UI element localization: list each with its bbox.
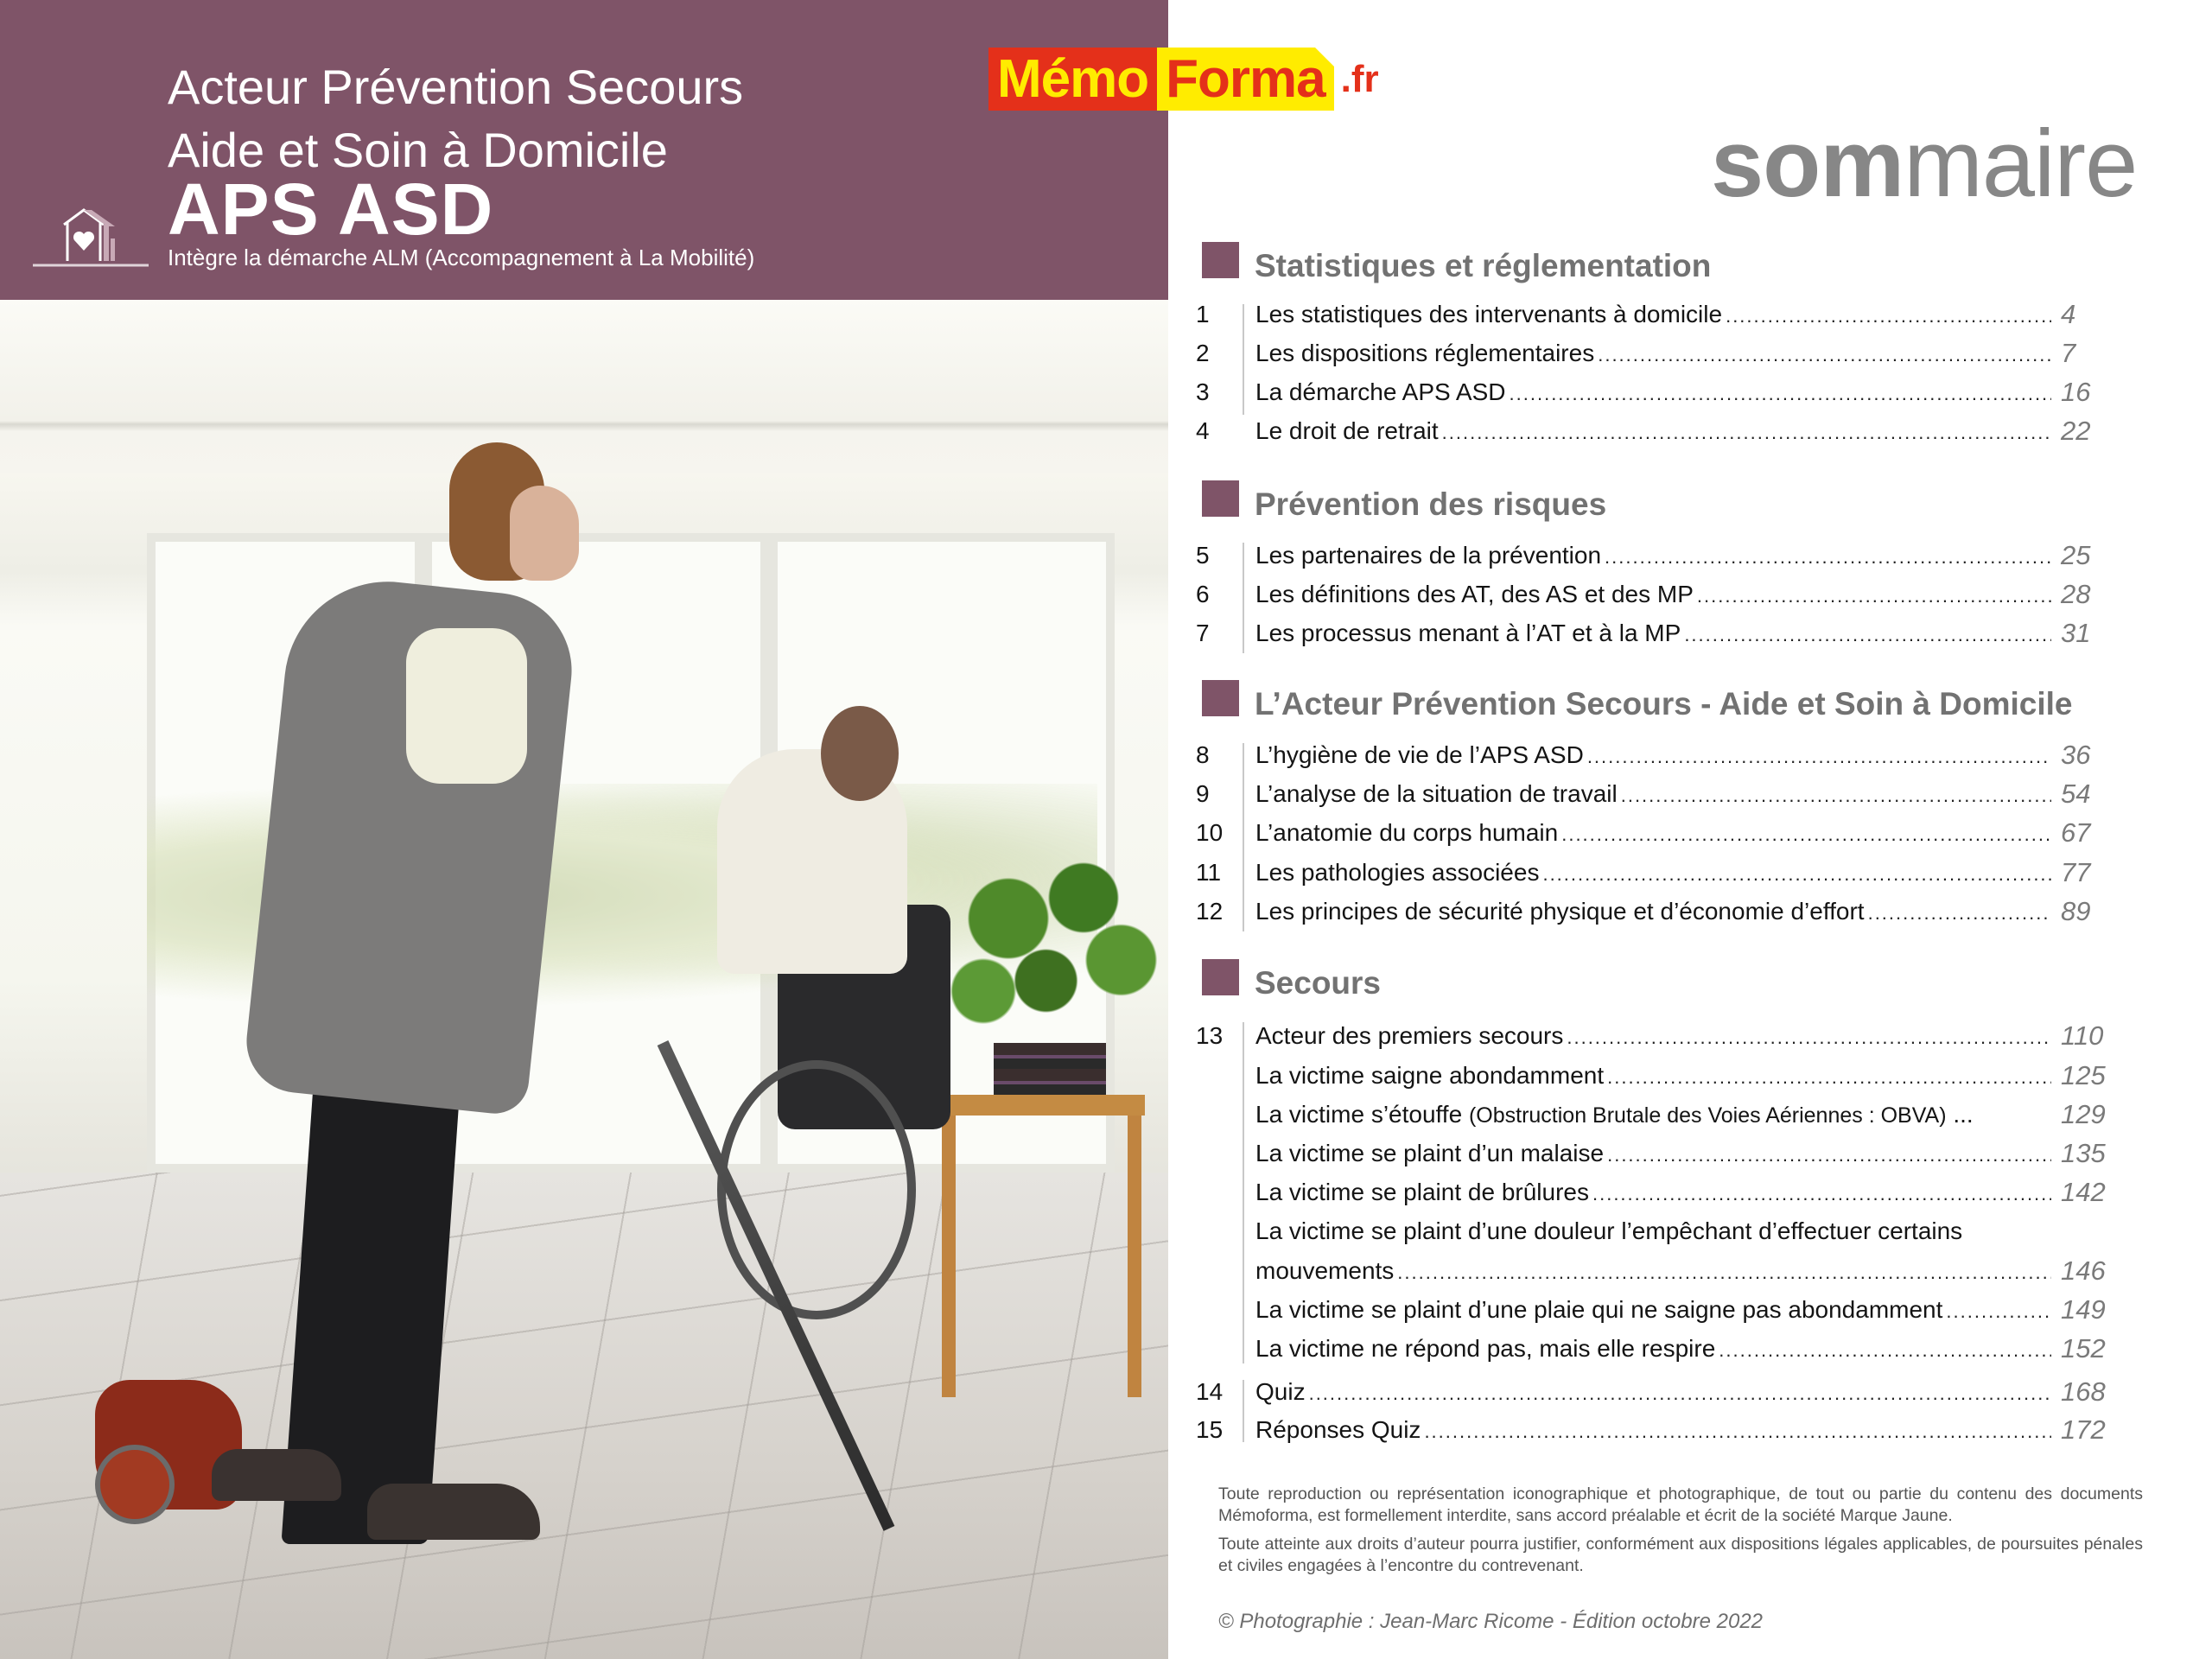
cover-title-line2: Aide et Soin à Domicile (168, 123, 668, 177)
house-heart-icon (31, 207, 152, 268)
dot-leader (1621, 781, 2051, 810)
section-title: Secours (1255, 965, 1382, 1001)
toc-item-label: Les définitions des AT, des AS et des MP (1255, 581, 1694, 607)
toc-item-page: 22 (2061, 416, 2091, 446)
photo-shoe (367, 1484, 540, 1540)
toc-item-page: 7 (2061, 338, 2076, 368)
toc-item[interactable] (1192, 1334, 2108, 1363)
toc-item-number: 5 (1196, 542, 1210, 569)
dot-leader (1719, 1336, 2051, 1365)
toc-item[interactable] (1192, 1295, 2108, 1325)
toc-item-label: Le droit de retrait (1255, 417, 1439, 444)
toc-item[interactable] (1192, 416, 2108, 446)
toc-item-label: Les principes de sécurité physique et d’économie d’effort (1255, 898, 1865, 925)
toc-item[interactable] (1192, 339, 2108, 368)
dot-leader (1309, 1379, 2051, 1408)
toc-item-label: Quiz (1255, 1378, 1306, 1405)
toc-item-page: 142 (2061, 1177, 2106, 1207)
legal-notice-copyright: Toute atteinte aux droits d’auteur pourra justifier, conformément aux dispositions légales applicables, de poursuites pénales et civiles engagées à l’encontre du contrevenant. (1218, 1535, 2143, 1575)
toc-item-page: 25 (2061, 540, 2091, 570)
toc-item-page: 129 (2061, 1099, 2106, 1129)
toc-item-number: 7 (1196, 620, 1210, 646)
toc-item-number: 4 (1196, 417, 1210, 444)
toc-item-number: 12 (1196, 898, 1224, 925)
toc-item-page: 31 (2061, 618, 2091, 648)
toc-item[interactable] (1192, 1178, 2108, 1207)
section-marker (1202, 242, 1239, 278)
toc-item[interactable] (1192, 779, 2108, 809)
toc-item-page: 135 (2061, 1138, 2106, 1168)
toc-item[interactable] (1192, 1061, 2108, 1090)
dot-leader (1442, 418, 2051, 448)
toc-item[interactable] (1192, 818, 2108, 848)
toc-item-page: 168 (2061, 1376, 2106, 1407)
photo-woman-face (510, 486, 579, 581)
logo-domain-suffix: .fr (1340, 58, 1379, 100)
toc-item-label: La victime se plaint d’une plaie qui ne saigne pas abondamment (1255, 1296, 1943, 1323)
cover-header-band (0, 0, 1168, 300)
toc-item-number: 2 (1196, 340, 1210, 366)
photo-table-leg (942, 1112, 956, 1397)
toc-item-page: 125 (2061, 1060, 2106, 1090)
toc-item-label-ellipsis: ... (1946, 1101, 1974, 1128)
toc-item-label: La victime se plaint d’une douleur l’empêchant d’effectuer certains (1255, 1217, 1963, 1244)
toc-item-label: Réponses Quiz (1255, 1416, 1421, 1443)
toc-item-page: 146 (2061, 1255, 2106, 1286)
toc-item-label: Les partenaires de la prévention (1255, 542, 1602, 569)
dot-leader (1510, 379, 2051, 409)
toc-item-page: 54 (2061, 779, 2091, 809)
section-title: L’Acteur Prévention Secours - Aide et Soin à Domicile (1255, 686, 2073, 721)
dot-leader (1542, 860, 2051, 889)
toc-item-label: La démarche APS ASD (1255, 378, 1506, 405)
toc-item-page: 172 (2061, 1414, 2106, 1445)
logo-forma: Forma (1157, 48, 1333, 111)
toc-item[interactable] (1192, 858, 2108, 887)
toc-item[interactable] (1192, 619, 2108, 648)
dot-leader (1726, 302, 2051, 331)
toc-item-label: L’hygiène de vie de l’APS ASD (1255, 741, 1584, 768)
toc-item[interactable] (1192, 1415, 2108, 1445)
photo-table (938, 1095, 1145, 1116)
photo-credit: © Photographie : Jean-Marc Ricome - Édition octobre 2022 (1218, 1610, 1764, 1633)
toc-item-number: 6 (1196, 581, 1210, 607)
photo-plant (933, 836, 1168, 1043)
photo-ceiling (0, 300, 1168, 473)
toc-item-page: 36 (2061, 740, 2091, 770)
dot-leader (1697, 582, 2051, 611)
section-marker (1202, 959, 1239, 995)
toc-item-page: 77 (2061, 857, 2091, 887)
toc-item[interactable] (1192, 541, 2108, 570)
section-title: Statistiques et réglementation (1255, 248, 1712, 283)
dot-leader (1605, 543, 2051, 572)
toc-item-label: mouvements (1255, 1257, 1395, 1284)
toc-item[interactable] (1192, 1217, 2108, 1246)
dot-leader (1561, 820, 2051, 849)
photo-table-leg (1128, 1112, 1141, 1397)
toc-item-label: Acteur des premiers secours (1255, 1022, 1564, 1049)
toc-item-page: 89 (2061, 896, 2091, 926)
toc-item-label: La victime ne répond pas, mais elle respire (1255, 1335, 1716, 1362)
toc-item-page: 67 (2061, 817, 2091, 848)
toc-item-label: La victime s’étouffe (1255, 1101, 1469, 1128)
dot-leader (1567, 1023, 2051, 1052)
toc-item-label: Les processus menant à l’AT et à la MP (1255, 620, 1681, 646)
toc-item-label: L’anatomie du corps humain (1255, 819, 1559, 846)
toc-item[interactable] (1192, 1021, 2108, 1051)
dot-leader (1607, 1063, 2051, 1092)
toc-item-number: 9 (1196, 780, 1210, 807)
toc-item-label: La victime saigne abondamment (1255, 1062, 1605, 1089)
toc-item-label: L’analyse de la situation de travail (1255, 780, 1618, 807)
toc-item[interactable] (1192, 378, 2108, 407)
toc-item-number: 11 (1196, 859, 1222, 886)
dot-leader (1684, 620, 2051, 650)
photo-wheelchair-wheel (717, 1060, 916, 1319)
dot-leader (1598, 340, 2051, 370)
toc-item[interactable] (1192, 897, 2108, 926)
toc-item-number: 13 (1196, 1022, 1224, 1049)
toc-item-page: 16 (2061, 377, 2091, 407)
toc-item[interactable] (1192, 1377, 2108, 1407)
toc-item-label-detail: (Obstruction Brutale des Voies Aériennes : OBVA) (1468, 1103, 1947, 1128)
toc-item[interactable] (1192, 1100, 2108, 1129)
toc-item-label: Les statistiques des intervenants à domicile (1255, 301, 1723, 327)
toc-item-page: 28 (2061, 579, 2091, 609)
legal-notice-reproduction: Toute reproduction ou représentation iconographique et photographique, de tout ou partie du contenu des documents Mémoforma, est formellement interdite, sans accord préalable et écrit de la société Marque Jaune. (1218, 1484, 2143, 1525)
cover-photo (0, 300, 1168, 1659)
dot-leader (1946, 1297, 2051, 1326)
dot-leader (1397, 1258, 2051, 1287)
cover-subtitle: Intègre la démarche ALM (Accompagnement à La Mobilité) (168, 245, 755, 270)
toc-item-label: La victime se plaint d’un malaise (1255, 1140, 1605, 1166)
toc-item[interactable] (1192, 300, 2108, 329)
toc-item-number: 10 (1196, 819, 1224, 846)
cover-title-main: APS ASD (168, 168, 494, 250)
toc-item-page: 110 (2061, 1020, 2104, 1051)
memoforma-logo[interactable] (988, 48, 1379, 111)
toc-item-number: 15 (1196, 1416, 1224, 1443)
toc-item-number: 1 (1196, 301, 1210, 327)
cover-title-line1: Acteur Prévention Secours (168, 60, 744, 114)
section-title: Prévention des risques (1255, 486, 1607, 522)
toc-item-page: 149 (2061, 1294, 2106, 1325)
toc-item-continuation[interactable] (1192, 1256, 2108, 1286)
toc-item-label: Les pathologies associées (1255, 859, 1540, 886)
dot-leader (1424, 1417, 2051, 1446)
photo-shoe (212, 1449, 341, 1501)
toc-item[interactable] (1192, 1139, 2108, 1168)
toc-item[interactable] (1192, 741, 2108, 770)
toc-item-number: 3 (1196, 378, 1210, 405)
photo-man-head (821, 706, 899, 801)
section-marker (1202, 680, 1239, 716)
dot-leader (1592, 1179, 2051, 1209)
photo-books (994, 1043, 1106, 1095)
logo-memo: Mémo (988, 48, 1157, 111)
toc-title-bold: som (1711, 111, 1904, 217)
toc-item-number: 8 (1196, 741, 1210, 768)
photo-vacuum-wheel (95, 1445, 175, 1524)
section-marker (1202, 480, 1239, 517)
toc-item[interactable] (1192, 580, 2108, 609)
toc-item-number: 14 (1196, 1378, 1224, 1405)
toc-item-label: La victime se plaint de brûlures (1255, 1179, 1589, 1205)
toc-title-regular: maire (1904, 111, 2138, 217)
toc-item-page: 152 (2061, 1333, 2106, 1363)
dot-leader (1587, 742, 2051, 772)
toc-item-label: Les dispositions réglementaires (1255, 340, 1595, 366)
dot-leader (1868, 899, 2051, 928)
toc-title (1711, 111, 2138, 217)
toc-item-page: 4 (2061, 299, 2076, 329)
dot-leader (1607, 1141, 2051, 1170)
photo-woman-collar (406, 628, 527, 784)
